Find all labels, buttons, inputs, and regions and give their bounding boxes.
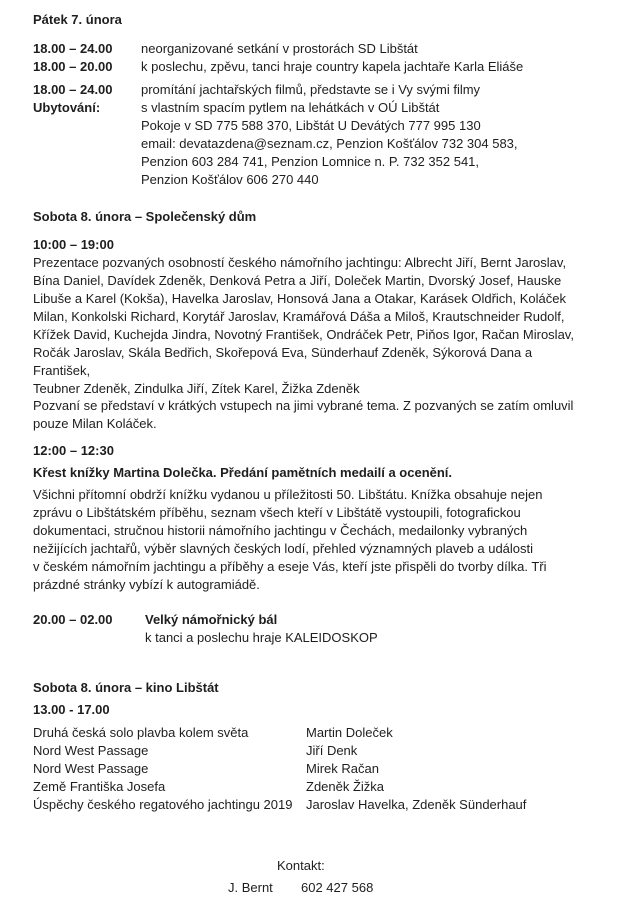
film-title: Nord West Passage bbox=[33, 743, 149, 758]
friday-schedule bbox=[33, 40, 593, 76]
contact-name: J. Bernt bbox=[228, 880, 273, 895]
schedule-time: 18.00 – 20.00 bbox=[33, 59, 113, 74]
text-line: v českém námořním jachtingu a příběhy a eseje Vás, kteří jste přispěli do tvorby dílka. Tři bbox=[33, 559, 547, 574]
text-line: Teubner Zdeněk, Zindulka Jiří, Zítek Karel, Žižka Zdeněk bbox=[33, 381, 360, 396]
text-line: Ročák Jaroslav, Skála Bedřich, Skořepová Eva, Sünderhauf Zdeněk, Sýkorová Dana a František, bbox=[33, 345, 533, 378]
schedule-row bbox=[33, 40, 593, 58]
text-line: Bína Daniel, Davídek Zdeněk, Denková Petra a Jiří, Doleček Martin, Dvorský Josef, Hauske bbox=[33, 273, 562, 288]
list-item bbox=[33, 742, 593, 760]
schedule-row bbox=[33, 58, 593, 76]
text-line: Libuše a Karel (Kokša), Havelka Jaroslav, Honsová Jana a Otakar, Karásek Oldřich, Koláček bbox=[33, 291, 567, 306]
lodging-row bbox=[33, 99, 593, 189]
list-item bbox=[33, 724, 593, 742]
film-list bbox=[33, 724, 593, 814]
saturday-hall-heading: Sobota 8. února – Společenský dům bbox=[33, 209, 257, 224]
text-line: Milan, Konkolski Richard, Korytář Jaroslav, Kramářová Dáša a Miloš, Krautschneider Rudolf, bbox=[33, 309, 565, 324]
film-author: Jiří Denk bbox=[306, 743, 358, 758]
ball-title: Velký námořnický bál bbox=[145, 612, 278, 627]
launch-title: Křest knížky Martina Dolečka. Předání pamětních medailí a ocenění. bbox=[33, 465, 453, 480]
saturday-cinema-heading: Sobota 8. února – kino Libštát bbox=[33, 680, 219, 695]
film-title: Země Františka Josefa bbox=[33, 779, 166, 794]
lodging-line: Penzion Košťálov 606 270 440 bbox=[141, 172, 319, 187]
ball-text: k tanci a poslechu hraje KALEIDOSKOP bbox=[145, 630, 378, 645]
film-author: Zdeněk Žižka bbox=[306, 779, 385, 794]
presentation-note bbox=[33, 397, 583, 433]
list-item bbox=[33, 778, 593, 796]
text-line: pouze Milan Koláček. bbox=[33, 416, 157, 431]
text-line: Pozvaní se představí v krátkých vstupech na jimi vybrané tema. Z pozvaných se zatím omluvil bbox=[33, 398, 574, 413]
list-item bbox=[33, 760, 593, 778]
text-line: Prezentace pozvaných osobností českého námořního jachtingu: Albrecht Jiří, Bernt Jaroslav, bbox=[33, 255, 567, 270]
ball-block bbox=[33, 611, 593, 647]
film-author: Mirek Račan bbox=[306, 761, 379, 776]
contact-phone: 602 427 568 bbox=[301, 880, 374, 895]
text-line: prázdné stránky vybízí k autogramiádě. bbox=[33, 577, 260, 592]
ball-row bbox=[33, 629, 593, 647]
film-title: Nord West Passage bbox=[33, 761, 149, 776]
text-line: dokumentaci, stručnou historii námořního jachtingu v Čechách, medailonky vybraných bbox=[33, 523, 528, 538]
lodging-line: s vlastním spacím pytlem na lehátkách v OÚ Libštát bbox=[141, 100, 440, 115]
friday-schedule-films bbox=[33, 81, 593, 189]
list-item bbox=[33, 796, 593, 814]
film-title: Úspěchy českého regatového jachtingu 2019 bbox=[33, 797, 293, 812]
text-line: Křížek David, Kuchejda Jindra, Novotný František, Ondráček Petr, Piňos Igor, Račan Miroslav, bbox=[33, 327, 574, 342]
presentation-text bbox=[33, 254, 583, 398]
schedule-time: 18.00 – 24.00 bbox=[33, 82, 113, 97]
schedule-text: k poslechu, zpěvu, tanci hraje country kapela jachtaře Karla Eliáše bbox=[141, 59, 524, 74]
ball-row bbox=[33, 611, 593, 629]
text-line: nežijících jachtařů, výběr slavných českých lodí, přehled významných plaveb a události bbox=[33, 541, 534, 556]
text-line: Všichni přítomní obdrží knížku vydanou u příležitosti 50. Libštátu. Knížka obsahuje nejen bbox=[33, 487, 543, 502]
film-author: Martin Doleček bbox=[306, 725, 393, 740]
presentation-time: 10:00 – 19:00 bbox=[33, 237, 114, 252]
lodging-line: email: devatazdena@seznam.cz, Penzion Košťálov 732 304 583, bbox=[141, 136, 518, 151]
lodging-line: Penzion 603 284 741, Penzion Lomnice n. P. 732 352 541, bbox=[141, 154, 480, 169]
friday-heading: Pátek 7. února bbox=[33, 12, 122, 27]
launch-text bbox=[33, 486, 583, 594]
ball-time: 20.00 – 02.00 bbox=[33, 612, 113, 627]
cinema-time: 13.00 - 17.00 bbox=[33, 702, 110, 717]
schedule-row bbox=[33, 81, 593, 99]
contact-label: Kontakt: bbox=[277, 858, 325, 873]
launch-time: 12:00 – 12:30 bbox=[33, 443, 114, 458]
lodging-line: Pokoje v SD 775 588 370, Libštát U Devátých 777 995 130 bbox=[141, 118, 481, 133]
film-author: Jaroslav Havelka, Zdeněk Sünderhauf bbox=[306, 797, 527, 812]
film-title: Druhá česká solo plavba kolem světa bbox=[33, 725, 249, 740]
schedule-time: 18.00 – 24.00 bbox=[33, 41, 113, 56]
schedule-text: neorganizované setkání v prostorách SD Libštát bbox=[141, 41, 418, 56]
lodging-label: Ubytování: bbox=[33, 100, 101, 115]
text-line: zprávu o Libštátském příběhu, seznam všech kteří v Libštátě vystoupili, fotografickou bbox=[33, 505, 521, 520]
lodging-details bbox=[141, 99, 593, 189]
schedule-text: promítání jachtařských filmů, představte se i Vy svými filmy bbox=[141, 82, 481, 97]
